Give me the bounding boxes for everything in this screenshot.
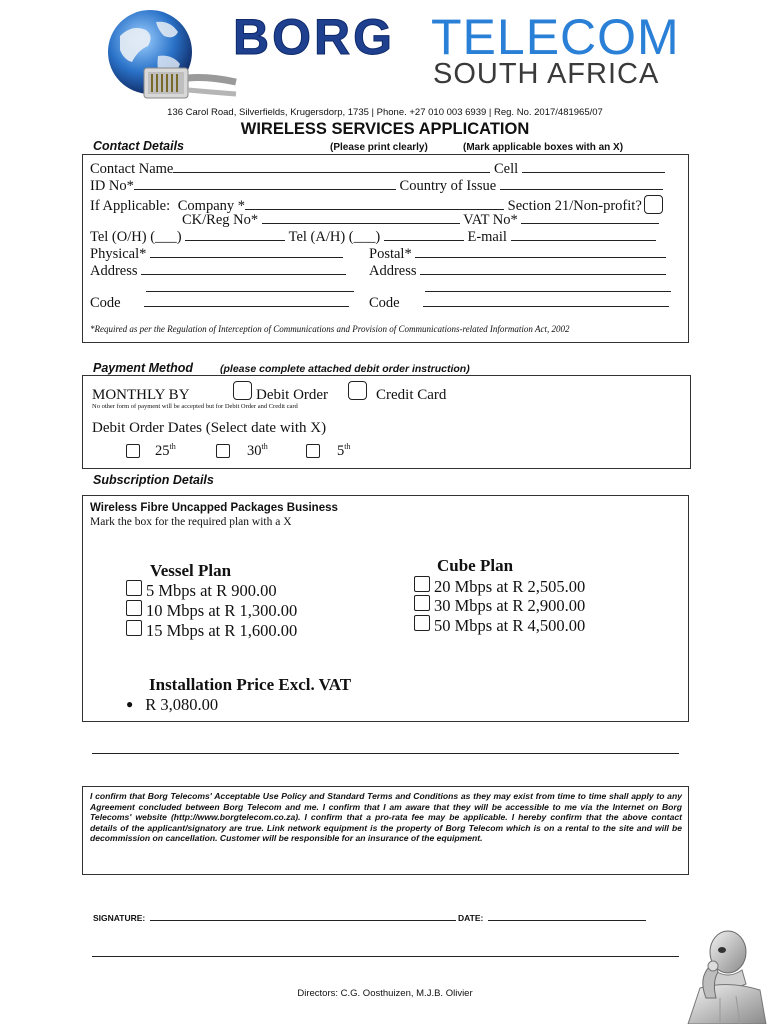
cube-option-2-checkbox[interactable] [414,595,430,611]
debit-order-checkbox[interactable] [233,381,252,400]
country-field[interactable] [500,178,663,190]
bullet-icon: ● [126,697,134,711]
package-title: Wireless Fibre Uncapped Packages Business [90,502,338,514]
physical-address-label: Address [90,263,138,279]
print-note: (Please print clearly) [330,142,428,153]
section21-label: Section 21/Non-profit? [507,198,642,214]
monthly-by-label: MONTHLY BY [92,387,190,403]
postal-field-2[interactable] [420,263,666,275]
postal-label: Postal* [369,246,412,262]
divider-line-1 [92,753,679,754]
brand-bold-text: BORG [233,9,395,65]
debit-order-label: Debit Order [256,387,329,403]
vessel-plan-title: Vessel Plan [150,561,232,580]
brand-light-text: TELECOM [431,9,680,65]
directors-text: Directors: C.G. Oosthuizen, M.J.B. Olivier [297,988,473,999]
cube-option-2[interactable]: 30 Mbps at R 2,900.00 [414,595,585,616]
postal-code-label: Code [369,295,400,311]
required-footnote: *Required as per the Regulation of Interception of Communications and Provision of Communications-related Information Act, 2002 [90,324,570,334]
postal-code-field[interactable] [423,295,669,307]
cube-option-1-checkbox[interactable] [414,576,430,592]
date-30-label: 30th [247,442,268,459]
credit-card-checkbox[interactable] [348,381,367,400]
physical-code-label: Code [90,295,121,311]
vat-field[interactable] [521,212,659,224]
cell-label: Cell [493,161,519,177]
robot-illustration-icon [680,928,768,1024]
physical-field-1[interactable] [150,246,343,258]
physical-code-field[interactable] [144,295,349,307]
physical-field-2[interactable] [141,263,346,275]
postal-address-label: Address [369,263,417,279]
vessel-option-1[interactable]: 5 Mbps at R 900.00 [126,580,277,601]
company-label: Company * [177,198,246,214]
vessel-option-2[interactable]: 10 Mbps at R 1,300.00 [126,600,297,621]
brand-wordmark [233,8,680,98]
vessel-option-1-checkbox[interactable] [126,580,142,596]
physical-field-3[interactable] [146,280,354,292]
tel-oh-field[interactable] [185,229,285,241]
date-field[interactable] [488,912,646,921]
payment-small-note: No other form of payment will be accepted but for Debit Order and Credit card [92,403,298,410]
credit-card-label: Credit Card [376,387,447,403]
id-no-label: ID No* [90,178,134,194]
payment-heading-note: (please complete attached debit order instruction) [220,363,470,375]
installation-price-item: ● R 3,080.00 [126,695,219,714]
mark-note: (Mark applicable boxes with an X) [463,142,624,153]
date-5-label: 5th [337,442,351,459]
tel-ah-field[interactable] [384,229,464,241]
globe-logo-icon [98,6,238,106]
ck-reg-label: CK/Reg No* [182,212,259,228]
contact-name-field[interactable] [173,161,490,173]
tel-oh-label: Tel (O/H) (___) [90,229,182,245]
vessel-option-3[interactable]: 15 Mbps at R 1,600.00 [126,620,297,641]
email-field[interactable] [511,229,656,241]
contact-heading: Contact Details [93,139,184,153]
ck-reg-field[interactable] [262,212,460,224]
date-label: DATE: [458,913,484,923]
company-address: 136 Carol Road, Silverfields, Krugersdorp, 1735 | Phone. +27 010 003 6939 | Reg. No. 2017/481965/07 [167,107,603,118]
payment-heading: Payment Method [93,361,194,375]
id-no-field[interactable] [134,178,396,190]
vessel-option-2-checkbox[interactable] [126,600,142,616]
postal-field-3[interactable] [425,280,671,292]
vat-label: VAT No* [463,212,518,228]
page-title: WIRELESS SERVICES APPLICATION [240,120,530,138]
cube-plan-title: Cube Plan [437,556,514,575]
subscription-heading: Subscription Details [93,473,214,487]
cube-option-3-checkbox[interactable] [414,615,430,631]
cube-option-3[interactable]: 50 Mbps at R 4,500.00 [414,615,585,636]
date-25-label: 25th [155,442,176,459]
cell-field[interactable] [522,161,665,173]
date-5-checkbox[interactable] [306,444,320,458]
contact-name-label: Contact Name [90,161,174,177]
if-applicable-label: If Applicable: [90,198,171,214]
country-label: Country of Issue [399,178,497,194]
signature-field[interactable] [150,912,456,921]
plan-instruction: Mark the box for the required plan with a X [90,516,292,528]
vessel-option-3-checkbox[interactable] [126,620,142,636]
date-30-checkbox[interactable] [216,444,230,458]
terms-text: I confirm that Borg Telecoms' Acceptable Use Policy and Standard Terms and Conditions as they may exist from time to time shall apply to any Agreement concluded between Borg Telecom and me. I confirm that I am aware that they will be accessible to me via the Internet on Borg Telecoms' website (http://www.borgtelecom.co.za). I confirm that a pro-rata fee may be applicable. I hereby confirm that the above contact details of the applicant/signatory are true. Link network equipment is the property of Borg Telecom which is on a rental to the site and will be decommission on cancellation. Customer will be responsible for an insurance of the equipment. [90,791,682,844]
brand-sub-text: SOUTH AFRICA [433,58,660,90]
debit-dates-label: Debit Order Dates (Select date with X) [92,420,327,436]
tel-ah-label: Tel (A/H) (___) [288,229,381,245]
installation-title: Installation Price Excl. VAT [149,675,352,694]
date-25-checkbox[interactable] [126,444,140,458]
signature-label: SIGNATURE: [93,913,146,923]
postal-field-1[interactable] [415,246,666,258]
physical-label: Physical* [90,246,147,262]
cube-option-1[interactable]: 20 Mbps at R 2,505.00 [414,576,585,597]
company-field[interactable] [245,198,504,210]
divider-line-2 [92,956,679,957]
email-label: E-mail [467,229,507,245]
